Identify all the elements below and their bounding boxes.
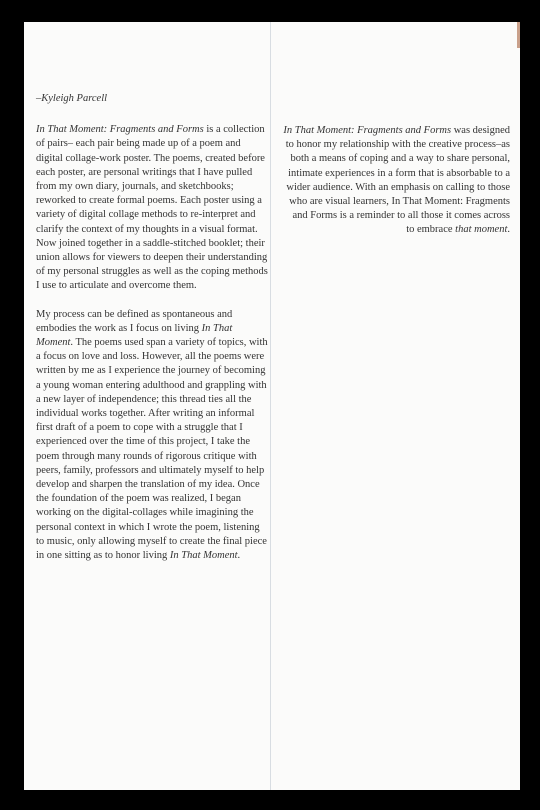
booklet-title: In That Moment: Fragments and Forms — [36, 124, 204, 136]
purpose-end: . — [507, 224, 510, 236]
process-text-e: . — [237, 550, 241, 562]
edge-mark — [517, 22, 520, 48]
intro-text: is a collection of pairs– each pair being made up of a poem and digital collage-work poster. The poems, created before each poster, are personal writings that I have pulled from my own diary, journals, and sketchbooks; reworked to create formal poems. Each poster using a variety of digital collage methods to re-interpret and clarify the context of my thoughts in a visual format. Now joined together in a saddle-stitched booklet; their union allows for viewers to deepen their understanding of my personal struggles as well as the coping methods I use to articulate and overcome them. — [36, 124, 268, 292]
process-text-c: . The poems used span a variety of topics, with a focus on love and loss. However, all the poems were written by me as I experience the journey of becoming a young woman entering adulthood and grappling with a new layer of independence; this thread ties all the individual works together. After writing an informal first draft of a poem to cope with a struggle that I experienced over the time of this project, I take the poem through many rounds of rigorous critique with peers, family, professors and ultimately myself to help develop and sharpen the translation of my idea. Once the foundation of the poem was realized, I began working on the digital-collages while imagining the personal context in which I wrote the poem, listening to music, only allowing myself to create the final piece in one sitting as to honor living — [36, 337, 268, 562]
booklet-page-spread — [24, 22, 520, 790]
process-emphasis-1: In That Moment — [36, 322, 233, 349]
purpose-text: was designed to honor my relationship with the creative process–as both a means of coping and a way to share personal, intimate experiences in a form that is absorbable to a wider audience. With an emphasis on calling to those who are visual learners, In That Moment: Fragments and Forms is a reminder to all those it comes across to embrace — [285, 125, 510, 236]
purpose-title: In That Moment: Fragments and Forms — [283, 125, 452, 136]
author-signature: –Kyleigh Parcell — [36, 93, 108, 104]
right-page — [282, 124, 510, 238]
center-fold — [270, 22, 271, 790]
purpose-paragraph — [282, 124, 510, 238]
intro-paragraph — [36, 123, 268, 293]
left-page — [36, 92, 268, 577]
process-paragraph — [36, 308, 268, 564]
process-emphasis-2: In That Moment — [169, 550, 238, 562]
purpose-emphasis: that moment — [455, 224, 508, 236]
process-text-a: My process can be defined as spontaneous and embodies the work as I focus on living — [36, 308, 233, 334]
